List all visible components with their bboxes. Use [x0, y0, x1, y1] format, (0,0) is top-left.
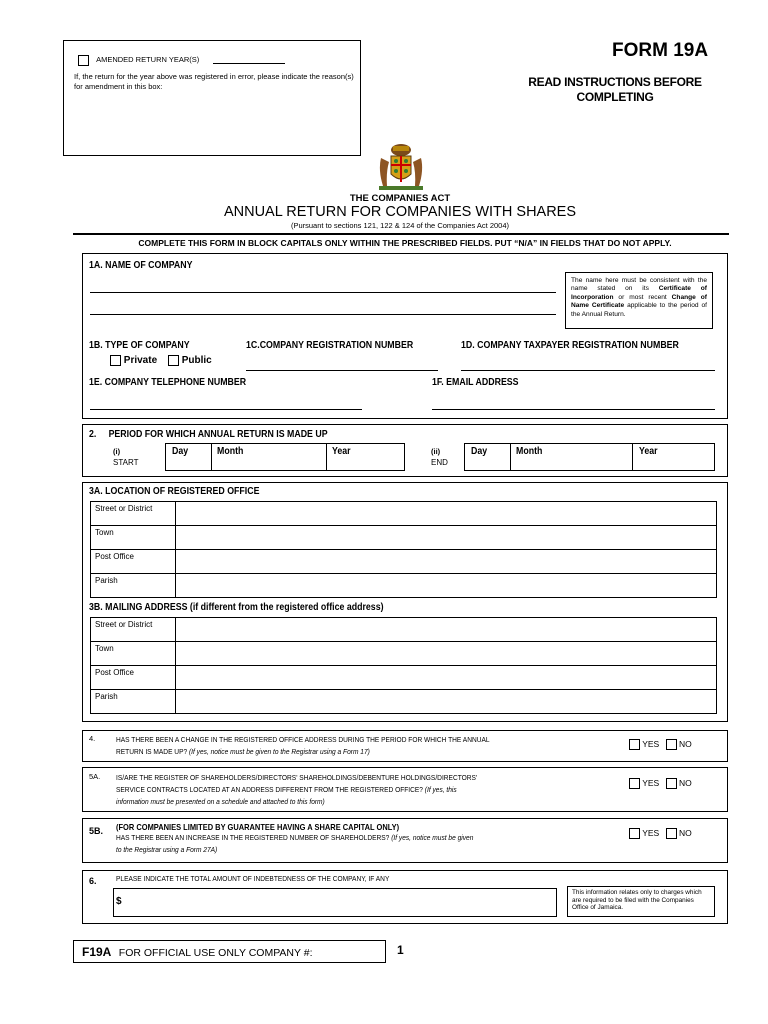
company-type-options	[110, 355, 212, 366]
table-row	[91, 690, 717, 714]
private-checkbox[interactable]	[110, 355, 121, 366]
end-number: (ii)	[431, 447, 441, 456]
row-label: Town	[91, 642, 176, 666]
start-label: START	[113, 458, 139, 467]
row-label: Parish	[91, 690, 176, 714]
company-type-label: 1B. TYPE OF COMPANY	[89, 340, 190, 351]
official-use-box	[73, 940, 386, 963]
company-registration-field[interactable]	[246, 370, 438, 371]
end-date-box[interactable]	[464, 443, 715, 471]
row-label: Street or District	[91, 618, 176, 642]
row-label: Post Office	[91, 550, 176, 574]
start-date-box[interactable]	[165, 443, 405, 471]
company-email-label: 1F. EMAIL ADDRESS	[432, 377, 519, 388]
start-day-label: Day	[172, 446, 189, 457]
end-year-label: Year	[639, 446, 658, 457]
amended-return-checkbox[interactable]	[78, 55, 89, 66]
company-phone-field[interactable]	[90, 409, 362, 410]
row-label: Town	[91, 526, 176, 550]
registered-office-label: 3A. LOCATION OF REGISTERED OFFICE	[89, 486, 260, 497]
table-row	[91, 502, 717, 526]
q4-yes-checkbox[interactable]	[629, 739, 640, 750]
table-row	[91, 666, 717, 690]
post-office-field[interactable]	[176, 550, 717, 574]
company-email-field[interactable]	[432, 409, 715, 410]
end-label: END	[431, 458, 448, 467]
table-row	[91, 550, 717, 574]
table-row	[91, 526, 717, 550]
question-4-number: 4.	[89, 734, 96, 743]
parish-field[interactable]	[176, 574, 717, 598]
mailing-address-table	[90, 617, 717, 714]
amended-return-box	[63, 40, 361, 156]
q5a-yes-checkbox[interactable]	[629, 778, 640, 789]
official-use-label: FOR OFFICIAL USE ONLY COMPANY #:	[118, 947, 313, 959]
question-4-text: HAS THERE BEEN A CHANGE IN THE REGISTERED OFFICE ADDRESS DURING THE PERIOD FOR WHICH THE ANNUAL RETURN IS MADE UP? (If yes, notice must be given to the Registrar using a Form 17)	[116, 735, 490, 756]
coat-of-arms-emblem	[373, 140, 429, 192]
question-5b-text: (FOR COMPANIES LIMITED BY GUARANTEE HAVING A SHARE CAPITAL ONLY) HAS THERE BEEN AN INCREASE IN THE REGISTERED NUMBER OF SHAREHOLDERS? (If yes, notice must be given to the Registrar using a Form 27A)	[116, 822, 474, 854]
company-name-line-1[interactable]	[90, 292, 556, 293]
start-year-label: Year	[332, 446, 351, 457]
public-checkbox[interactable]	[168, 355, 179, 366]
amended-return-label: AMENDED RETURN YEAR(S)	[96, 55, 200, 65]
q4-no-checkbox[interactable]	[666, 739, 677, 750]
act-title: THE COMPANIES ACT	[349, 193, 451, 204]
company-name-line-2[interactable]	[90, 314, 556, 315]
form-title: ANNUAL RETURN FOR COMPANIES WITH SHARES	[223, 204, 577, 220]
mailing-address-label: 3B. MAILING ADDRESS (if different from the registered office address)	[89, 602, 384, 613]
company-trn-field[interactable]	[461, 370, 715, 371]
form-code: F19A	[82, 945, 112, 959]
private-label: Private	[123, 355, 158, 367]
question-6-number: 6.	[89, 876, 97, 886]
question-5a-text: IS/ARE THE REGISTER OF SHAREHOLDERS/DIRECTORS' SHAREHOLDINGS/DEBENTURE HOLDINGS/DIRECTORS' SERVICE CONTRACTS LOCATED AT AN ADDRESS DIFFERENT FROM THE REGISTERED OFFICE? (If yes, this information must be presented on a schedule and attached to this form)	[116, 773, 478, 806]
company-registration-label: 1C.COMPANY REGISTRATION NUMBER	[246, 340, 414, 351]
page-number: 1	[397, 943, 404, 957]
amended-year-field[interactable]	[213, 63, 285, 64]
end-month-label: Month	[516, 446, 543, 457]
town-field[interactable]	[176, 526, 717, 550]
row-label: Post Office	[91, 666, 176, 690]
company-name-label: 1A. NAME OF COMPANY	[89, 260, 193, 271]
indebtedness-note: This information relates only to charges which are required to be filed with the Companies Office of Jamaica.	[567, 886, 715, 917]
q5a-no-checkbox[interactable]	[666, 778, 677, 789]
q5b-no-checkbox[interactable]	[666, 828, 677, 839]
amended-instruction: If, the return for the year above was registered in error, please indicate the reason(s) for amendment in this box:	[74, 72, 354, 91]
question-6-text: PLEASE INDICATE THE TOTAL AMOUNT OF INDEBTEDNESS OF THE COMPANY, IF ANY	[116, 874, 390, 883]
end-day-label: Day	[471, 446, 488, 457]
table-row	[91, 618, 717, 642]
question-5b-options: YES NO	[629, 828, 692, 839]
instructions-heading-1: READ INSTRUCTIONS BEFORE	[528, 75, 702, 89]
mailing-street-field[interactable]	[176, 618, 717, 642]
form-subtitle: (Pursuant to sections 121, 122 & 124 of the Companies Act 2004)	[290, 221, 510, 230]
company-phone-label: 1E. COMPANY TELEPHONE NUMBER	[89, 377, 247, 388]
start-number: (i)	[113, 447, 121, 456]
registered-office-table	[90, 501, 717, 598]
q5b-yes-checkbox[interactable]	[629, 828, 640, 839]
mailing-town-field[interactable]	[176, 642, 717, 666]
company-trn-label: 1D. COMPANY TAXPAYER REGISTRATION NUMBER	[461, 340, 679, 351]
row-label: Street or District	[91, 502, 176, 526]
form-number: FORM 19A	[612, 40, 709, 61]
period-label: 2. PERIOD FOR WHICH ANNUAL RETURN IS MADE UP	[89, 429, 328, 440]
question-5a-options: YES NO	[629, 778, 692, 789]
question-4-options: YES NO	[629, 739, 692, 750]
company-name-note: The name here must be consistent with the name stated on its Certificate of Incorporation or most recent Change of Name Certificate applicable to the period of the Annual Return.	[565, 272, 713, 329]
table-row	[91, 642, 717, 666]
start-month-label: Month	[217, 446, 244, 457]
table-row	[91, 574, 717, 598]
mailing-parish-field[interactable]	[176, 690, 717, 714]
instruction-bar: COMPLETE THIS FORM IN BLOCK CAPITALS ONLY WITHIN THE PRESCRIBED FIELDS. PUT “N/A” IN FIELDS THAT DO NOT APPLY.	[138, 238, 672, 248]
instructions-heading-2: COMPLETING	[576, 90, 654, 104]
top-rule	[73, 233, 729, 235]
public-label: Public	[181, 355, 212, 367]
indebtedness-field[interactable]	[113, 888, 557, 917]
currency-symbol: $	[116, 896, 122, 907]
row-label: Parish	[91, 574, 176, 598]
question-5a-number: 5A.	[89, 772, 101, 781]
question-5b-number: 5B.	[89, 826, 104, 836]
street-field[interactable]	[176, 502, 717, 526]
mailing-post-office-field[interactable]	[176, 666, 717, 690]
